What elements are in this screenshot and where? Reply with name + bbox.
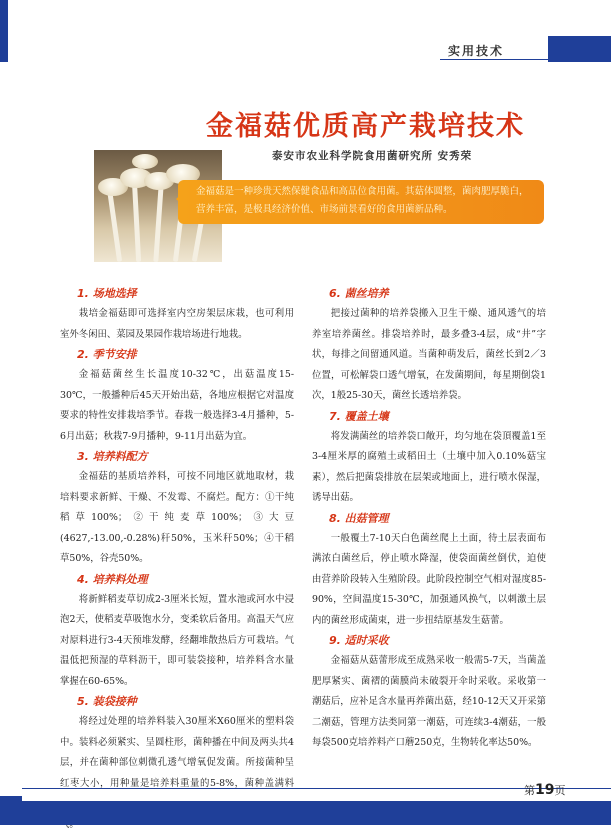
- section-heading: 5. 装袋接种: [77, 695, 137, 708]
- section-body: 一般覆土7-10天白色菌丝爬上土面，待土层表面布满浓白菌丝后，停止喷水降湿，使袋面菌丝倒伏，迫使由营养阶段转入生殖阶段。此阶段控制空气相对湿度85-90%，空间温度15-30℃，加强通风换气，以刺激土层内的菌丝形成菌束，进一步扭结原基发生菇蕾。: [312, 532, 546, 626]
- section-body: 将经过处理的培养料装入30厘米X60厘米的塑料袋中。装料必须紧实、呈圆柱形，菌种播在中间及两头共4层，并在菌种部位刺微孔透气增氧促发菌。所接菌种呈红枣大小，用种量是培养料重量的5-8%，菌种盖满料: [60, 716, 294, 789]
- section-body: 金福菇从菇蕾形成至成熟采收一般需5-7天，当菌盖肥厚紧实、菌褶的菌膜尚未破裂开伞时采收。采收第一潮菇后，应补足含水量再养菌出菇，经10-12天又开采第二潮菇，管理方法类同第一潮菇，可连续3-4潮菇，一般每袋500克培养料产口蘑250克，生物转化率达50%。: [312, 655, 546, 748]
- right-column: [312, 284, 546, 754]
- section-heading: 7. 覆盖土壤: [329, 409, 389, 423]
- section-heading: 4. 培养料处理: [77, 572, 148, 586]
- section-label-rule: [440, 59, 548, 60]
- section-body: 将发满菌丝的培养袋口敞开，均匀地在袋頂覆盖1至3-4厘米厚的腐殖土或稻田土（土壤中加入0.10%菇宝素），然后把菌袋排放在层架或地面上，进行喷水保湿，诱导出菇。: [312, 430, 546, 503]
- article-author: 泰安市农业科学院食用菌研究所 安秀荣: [272, 150, 473, 162]
- section-heading: 9. 适时采收: [329, 634, 389, 647]
- top-left-accent-bar: [0, 0, 8, 62]
- page-number: 第19页: [524, 782, 566, 798]
- footer-strip: [22, 788, 611, 801]
- section-heading: 8. 出菇管理: [329, 511, 389, 525]
- section-heading: 3. 培养料配方: [77, 450, 148, 463]
- section-body: 金福菇菌丝生长温度10-32℃，出菇温度15-30℃，一般播种后45天开始出菇，各地应根据它对温度要求的特性安排栽培季节。春栽一般选择3-4月播种，5-6月出菇；秋栽7-9月播种，9-11月出菇为宜。: [60, 369, 294, 442]
- section-body: 把接过菌种的培养袋搬入卫生干燥、通风透气的培养室培养菌丝。排袋培养时，最多叠3-4层，成“井”字状，每排之间留通风道。当菌种萌发后，菌丝长到2／3位置，可松解袋口透气增氧，在发菌期间，每星期倒袋1次，1般25-30天，菌丝长透培养袋。: [312, 308, 546, 401]
- left-column: [60, 284, 294, 835]
- abstract-text: 金福菇是一种珍贵天然保健食品和高品位食用菌。其菇体圆整，菌肉肥厚脆白，营养丰富，是极具经济价值、市场前景看好的食用菌新品种。: [196, 186, 529, 215]
- article-title: 金福菇优质高产栽培技术: [206, 111, 525, 142]
- section-body: 栽培金福菇即可选择室内空房架层床栽，也可利用室外冬闲田、菜园及果园作栽培场进行地栽。: [60, 308, 294, 340]
- section-label: 实用技术: [448, 44, 505, 58]
- section-body: 金福菇的基质培养料，可按不同地区就地取材，栽培料要求新鲜、干燥、不发霉、不腐烂。配方：①干纯稻草100%；②干纯麦草100%；③大豆(4627,-13.00,-0.28%)秆50%，玉米秆50%；④干稻草50%，谷壳50%。: [60, 471, 294, 564]
- section-heading: 1. 场地选择: [77, 287, 137, 300]
- section-body: 将新鲜稻麦草切成2-3厘米长短，置水池或河水中浸泡2天，使稻麦草吸饱水分，变柔软后备用。高温天气应对原料进行3-4天预堆发酵，经翻堆散热后方可栽培。气温低把预湿的草料沥干，即可装袋接种，培养料含水量掌握在60-65%。: [60, 593, 294, 687]
- section-heading: 2. 季节安排: [77, 348, 137, 361]
- section-label-bar: [548, 36, 611, 62]
- section-heading: 6. 菌丝培养: [329, 287, 389, 300]
